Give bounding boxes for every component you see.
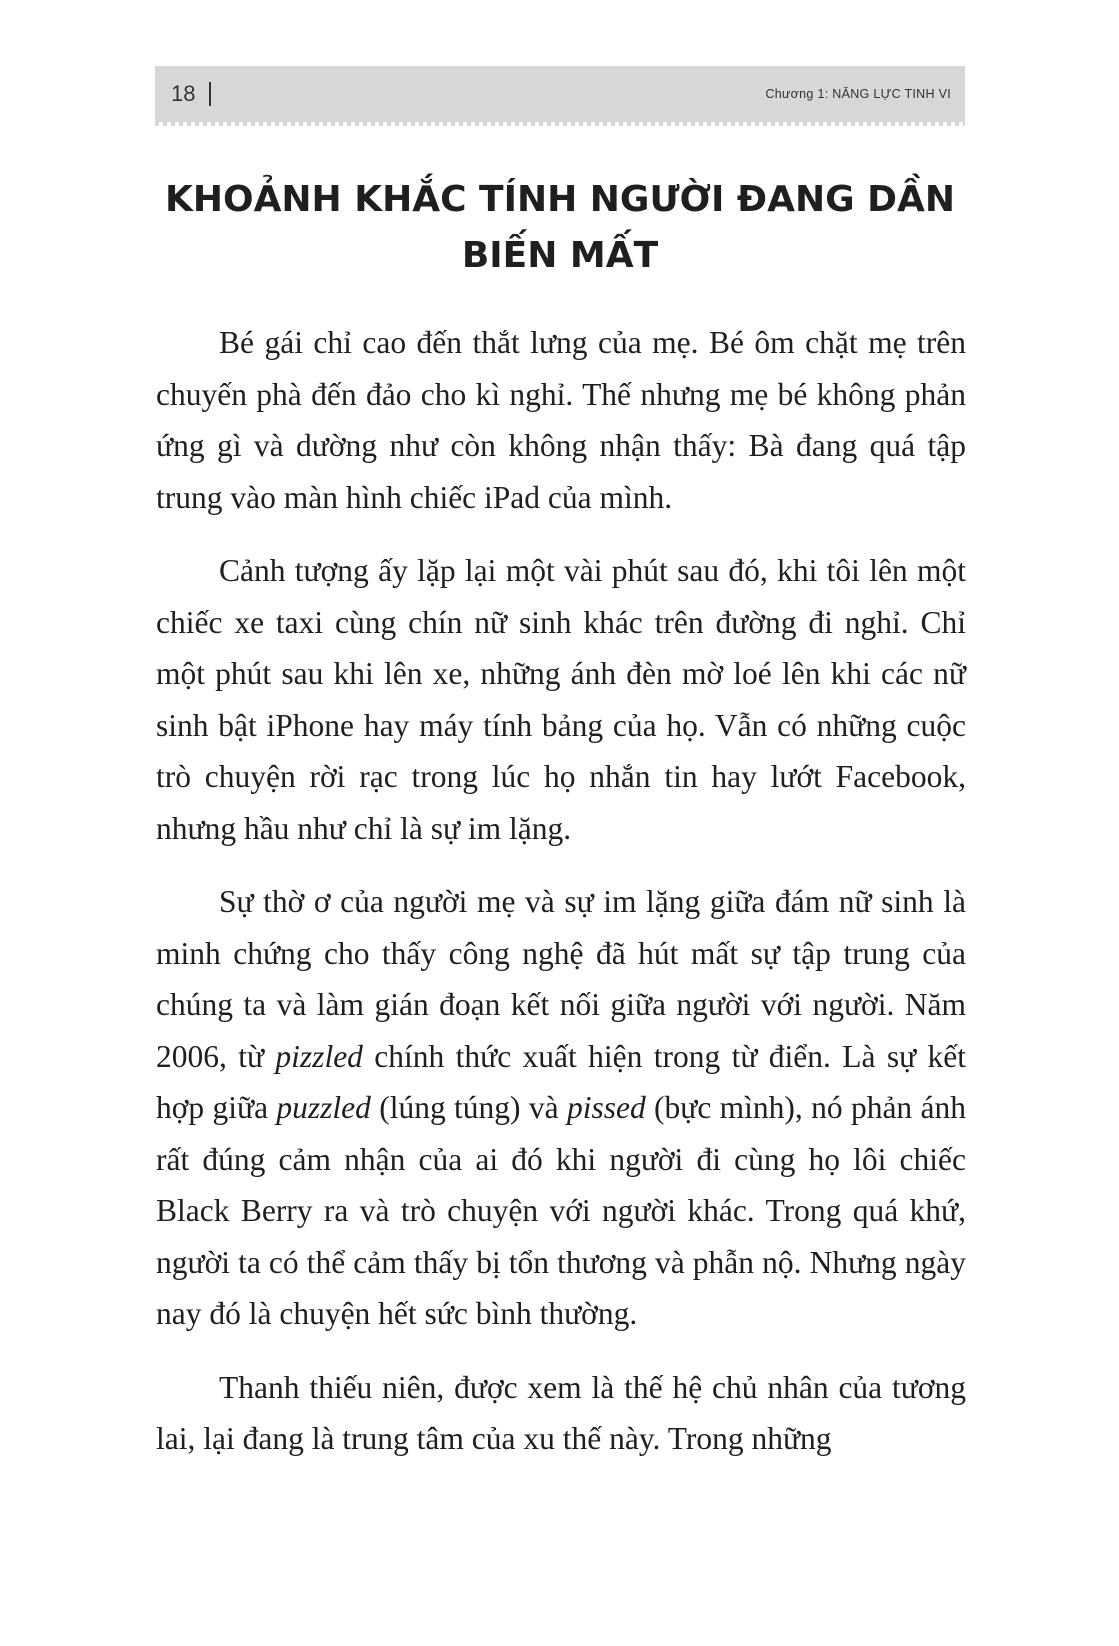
paragraph-3 [156, 876, 966, 1340]
chapter-title: Chương 1: NĂNG LỰC TINH VI [765, 87, 951, 101]
term-puzzled: puzzled [276, 1090, 371, 1125]
paragraph-3-text-2: chính thức xuất hiện trong từ điển. Là sự kết hợp giữa [156, 1038, 966, 1125]
term-pissed: pissed [566, 1090, 646, 1125]
running-header [155, 66, 965, 122]
page-number-divider [209, 82, 211, 106]
term-pizzled: pizzled [275, 1038, 363, 1074]
paragraph-3-text-4: (bực mình), nó phản ánh rất đúng cảm nhận của ai đó khi người đi cùng họ lôi chiếc Black Berry ra và trò chuyện với người khác. Trong quá khứ, người ta có thể cảm thấy bị tổn thương và phẫn nộ. Nhưng ngày nay đó là chuyện hết sức bình thường. [156, 1090, 967, 1331]
paragraph-1: Bé gái chỉ cao đến thắt lưng của mẹ. Bé ôm chặt mẹ trên chuyến phà đến đảo cho kì nghỉ. Thế nhưng mẹ bé không phản ứng gì và dường như còn không nhận thấy: Bà đang quá tập trung vào màn hình chiếc iPad của mình. [156, 325, 966, 515]
section-title-line-1: KHOẢNH KHẮC TÍNH NGƯỜI ĐANG DẦN [164, 179, 956, 220]
paragraph-2: Cảnh tượng ấy lặp lại một vài phút sau đó, khi tôi lên một chiếc xe taxi cùng chín nữ sinh khác trên đường đi nghỉ. Chỉ một phút sau khi lên xe, những ánh đèn mờ loé lên khi các nữ sinh bật iPhone hay máy tính bảng của họ. Vẫn có những cuộc trò chuyện rời rạc trong lúc họ nhắn tin hay lướt Facebook, nhưng hầu như chỉ là sự im lặng. [156, 553, 966, 846]
paragraph-4: Thanh thiếu niên, được xem là thế hệ chủ nhân của tương lai, lại đang là trung tâm của xu thế này. Trong những [156, 1369, 966, 1456]
paragraph-3-text-1: Sự thờ ơ của người mẹ và sự im lặng giữa đám nữ sinh là minh chứng cho thấy công nghệ đã hút mất sự tập trung của chúng ta và làm gián đoạn kết nối giữa người với người. Năm 2006, từ [156, 884, 966, 1074]
page-number-group [171, 81, 211, 107]
page-number: 18 [171, 81, 196, 106]
body-text [156, 317, 966, 1487]
section-title-line-2: BIẾN MẤT [461, 235, 659, 276]
section-title [155, 172, 965, 284]
paragraph-3-text-3: (lúng túng) và [370, 1090, 567, 1125]
